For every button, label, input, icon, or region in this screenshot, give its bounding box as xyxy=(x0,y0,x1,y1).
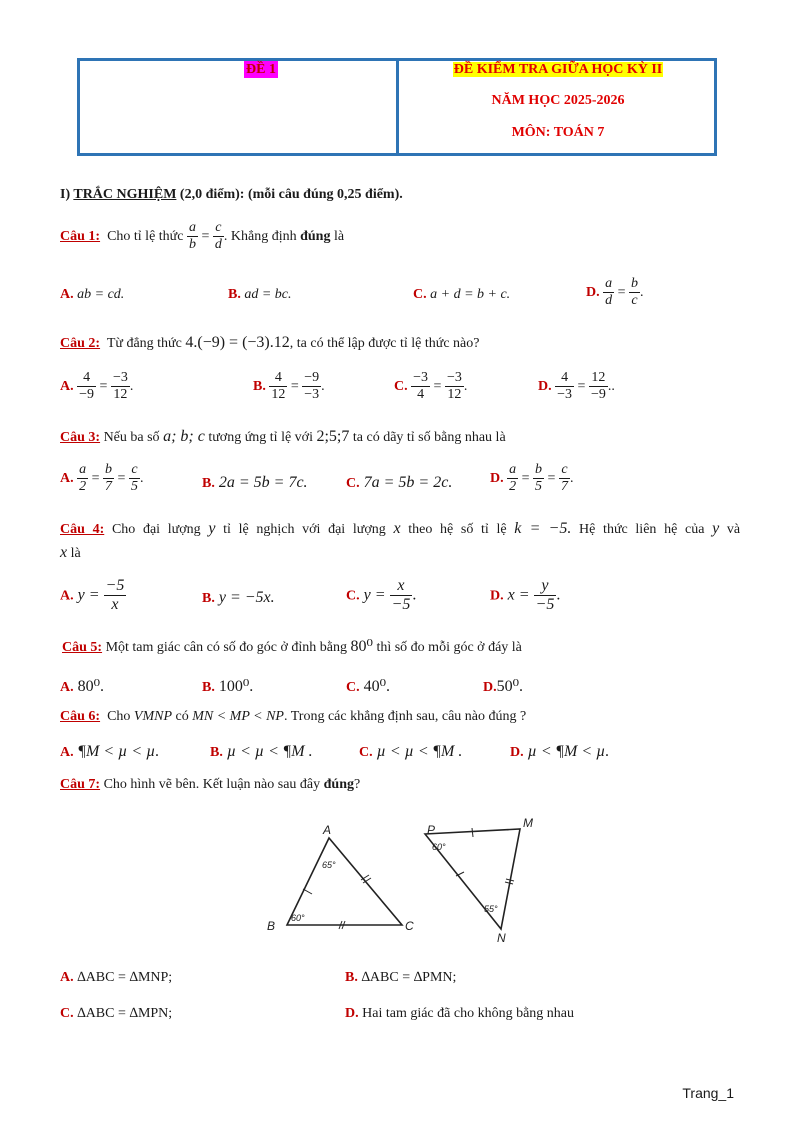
option-D[interactable] xyxy=(510,743,609,761)
option-A[interactable] xyxy=(60,287,124,303)
denominator: −3 xyxy=(304,387,320,403)
denominator: d xyxy=(605,293,613,309)
option-A[interactable] xyxy=(60,676,104,696)
question-text: tỉ lệ nghịch với đại lượng xyxy=(223,522,386,537)
variable-x: x xyxy=(60,544,68,561)
option-key: D. xyxy=(483,680,497,695)
numerator: y xyxy=(534,577,557,596)
fraction xyxy=(390,577,413,615)
option-D[interactable] xyxy=(345,1006,574,1022)
angle-value: 80⁰ xyxy=(350,638,373,655)
school-year: NĂM HỌC 2025-2026 xyxy=(491,93,625,108)
option-value: ∆ABC = ∆MNP; xyxy=(77,970,173,985)
option-key: B. xyxy=(202,591,215,606)
denominator: −9 xyxy=(79,387,95,403)
fraction xyxy=(411,370,430,403)
denominator: 12 xyxy=(447,387,462,403)
option-A[interactable]: A. $\frac{4}{-9}$ = $\frac{-3}{12}$ . xyxy=(60,370,134,403)
question-text: . Khẳng định xyxy=(223,228,297,244)
denominator: 4 xyxy=(417,387,425,403)
variable-y: y xyxy=(712,520,720,537)
question-text: Nếu ba số xyxy=(103,430,160,445)
question-2 xyxy=(60,334,479,352)
option-key: A. xyxy=(60,680,74,695)
question-text: Cho đại lượng xyxy=(111,522,201,537)
variable-y: y xyxy=(208,520,216,537)
variables: a; b; c xyxy=(163,428,205,445)
ratio: 2;5;7 xyxy=(316,428,350,445)
option-key: A. xyxy=(60,745,74,760)
option-B[interactable] xyxy=(210,743,313,761)
angle-a-label: 65° xyxy=(322,860,336,870)
fraction xyxy=(445,370,464,403)
fraction xyxy=(533,462,544,495)
denominator: −5 xyxy=(391,596,411,614)
question-label: Câu 7: xyxy=(60,777,101,792)
option-value: µ < µ < ¶M . xyxy=(376,743,463,760)
exam-title: ĐỀ KIỂM TRA GIỮA HỌC KỲ II xyxy=(453,62,663,77)
option-key: B. xyxy=(228,287,241,302)
numerator: −5 xyxy=(104,577,127,596)
fraction xyxy=(589,370,608,403)
numerator: 4 xyxy=(555,370,574,387)
option-D[interactable] xyxy=(483,676,523,696)
numerator: c xyxy=(213,220,224,237)
fraction xyxy=(213,220,224,253)
option-key: B. xyxy=(253,378,266,394)
exam-title-wrap xyxy=(399,61,717,78)
question-4-line2 xyxy=(60,544,81,562)
fraction xyxy=(507,462,518,495)
option-B[interactable] xyxy=(228,287,292,303)
vertex-a-label: A xyxy=(323,823,332,837)
equation: 4.(−9) = (−3).12 xyxy=(185,334,290,351)
question-text: là xyxy=(333,228,345,244)
option-key: C. xyxy=(60,1006,74,1021)
option-value: y = −5x. xyxy=(218,589,275,606)
option-key: B. xyxy=(210,745,223,760)
fraction xyxy=(103,462,114,495)
option-value: µ < ¶M < µ. xyxy=(527,743,610,760)
option-key: A. xyxy=(60,470,74,486)
option-value: ad = bc. xyxy=(244,287,292,302)
option-key: D. xyxy=(490,588,504,604)
option-value: 50⁰. xyxy=(496,678,524,695)
fraction xyxy=(534,577,557,615)
question-text: , ta có thể lập được tỉ lệ thức nào? xyxy=(289,336,480,351)
denominator: 2 xyxy=(79,479,87,495)
option-A[interactable] xyxy=(60,970,172,986)
vertex-c-label: C xyxy=(405,919,414,933)
angle-n-label: 55° xyxy=(484,904,498,914)
question-text: ? xyxy=(353,777,361,792)
numerator: −9 xyxy=(302,370,321,387)
fraction xyxy=(269,370,287,403)
option-B[interactable] xyxy=(202,474,308,492)
denominator: d xyxy=(214,237,222,253)
question-text: là xyxy=(70,546,81,561)
denominator: b xyxy=(188,237,196,253)
option-lhs: y = xyxy=(77,586,100,604)
option-key: B. xyxy=(202,476,215,491)
vertex-p-label: P xyxy=(427,823,436,837)
fraction xyxy=(111,370,130,403)
option-key: C. xyxy=(346,588,360,604)
option-key: C. xyxy=(413,287,427,302)
question-label: Câu 3: xyxy=(60,430,101,445)
numerator: −3 xyxy=(111,370,130,387)
denominator: −3 xyxy=(557,387,573,403)
option-value: 7a = 5b = 2c. xyxy=(363,474,453,491)
denominator: 5 xyxy=(535,479,543,495)
question-label: Câu 5: xyxy=(62,640,103,655)
inequality: MN < MP < NP xyxy=(192,709,284,724)
option-key: C. xyxy=(359,745,373,760)
numerator: c xyxy=(129,462,140,479)
question-text: Từ đẳng thức xyxy=(106,336,182,351)
question-text: tương ứng tỉ lệ với xyxy=(208,430,313,445)
page-number: Trang_1 xyxy=(682,1085,734,1101)
option-C[interactable] xyxy=(413,287,510,303)
option-key: D. xyxy=(345,1006,359,1021)
option-D[interactable]: D. $\frac{a}{2}$ = $\frac{b}{5}$ = $\frac{c}{7}$ . xyxy=(490,462,574,495)
option-key: A. xyxy=(60,970,74,985)
option-D[interactable]: D. $\frac{a}{d}$ = $\frac{b}{c}$ . xyxy=(586,276,644,309)
option-value: µ < µ < ¶M . xyxy=(226,743,313,760)
numerator: −3 xyxy=(411,370,430,387)
numerator: 4 xyxy=(269,370,287,387)
question-label: Câu 1: xyxy=(60,228,101,244)
fraction xyxy=(629,276,640,309)
section-heading xyxy=(60,187,403,203)
numerator: a xyxy=(603,276,614,293)
numerator: a xyxy=(507,462,518,479)
option-B[interactable]: B. $\frac{4}{12}$ = $\frac{-9}{-3}$ . xyxy=(253,370,325,403)
question-text: Hệ thức liên hệ của xyxy=(579,522,705,537)
section-prefix: I) xyxy=(60,187,74,202)
fraction xyxy=(302,370,321,403)
question-text: thì số đo mỗi góc ở đáy là xyxy=(376,640,522,655)
denominator: 12 xyxy=(113,387,128,403)
fraction xyxy=(187,220,198,253)
numerator: a xyxy=(77,462,88,479)
triangle-abc xyxy=(287,838,402,925)
question-text: theo hệ số tỉ lệ xyxy=(408,522,507,537)
fraction xyxy=(77,370,96,403)
question-6 xyxy=(60,709,526,725)
fraction xyxy=(77,462,88,495)
option-key: A. xyxy=(60,588,74,604)
vertex-b-label: B xyxy=(267,919,276,933)
option-lhs: x = xyxy=(507,586,530,604)
option-key: D. xyxy=(586,284,600,300)
option-C[interactable] xyxy=(359,743,462,761)
option-C[interactable]: C. $\frac{-3}{4}$ = $\frac{-3}{12}$ . xyxy=(394,370,468,403)
option-value: Hai tam giác đã cho không bằng nhau xyxy=(362,1006,575,1021)
question-label: Câu 6: xyxy=(60,709,101,724)
option-D[interactable]: D. x = $\frac{y}{-5}$ . xyxy=(490,577,561,614)
option-D[interactable]: D. $\frac{4}{-3}$ = $\frac{12}{-9}$ .. xyxy=(538,370,615,403)
question-text: Cho xyxy=(107,709,131,724)
section-title: TRẮC NGHIỆM xyxy=(73,187,177,202)
option-A[interactable]: A. $\frac{a}{2}$ = $\frac{b}{7}$ = $\frac{c}{5}$ . xyxy=(60,462,144,495)
emphasis: đúng xyxy=(323,777,354,792)
numerator: 4 xyxy=(77,370,96,387)
option-value: ∆ABC = ∆PMN; xyxy=(361,970,457,985)
option-key: A. xyxy=(60,378,74,394)
variable-x: x xyxy=(393,520,401,537)
subject: MÔN: TOÁN 7 xyxy=(511,125,605,140)
question-text: và xyxy=(726,522,741,537)
question-text: Cho tỉ lệ thức xyxy=(107,228,184,244)
denominator: 7 xyxy=(560,479,568,495)
fraction xyxy=(129,462,140,495)
option-value: ab = cd. xyxy=(77,287,125,302)
option-value: 100⁰. xyxy=(218,678,254,695)
exam-code: ĐỀ 1 xyxy=(246,62,276,77)
option-C[interactable]: C. y = $\frac{x}{-5}$ . xyxy=(346,577,417,614)
option-key: B. xyxy=(202,680,215,695)
option-value: ¶M < µ < µ. xyxy=(77,743,160,760)
denominator: c xyxy=(631,293,638,309)
numerator: 12 xyxy=(589,370,608,387)
question-text: Cho hình vẽ bên. Kết luận nào sau đây xyxy=(103,777,321,792)
fraction xyxy=(559,462,570,495)
option-value: a + d = b + c. xyxy=(430,287,511,302)
option-C[interactable] xyxy=(346,676,390,696)
triangle-figure xyxy=(255,812,545,947)
option-A[interactable] xyxy=(60,743,159,761)
denominator: 5 xyxy=(130,479,138,495)
question-text: có xyxy=(175,709,189,724)
question-text: ta có dãy tỉ số bằng nhau là xyxy=(352,430,506,445)
denominator: −9 xyxy=(590,387,606,403)
option-value: 40⁰. xyxy=(363,678,391,695)
coefficient: k = −5. xyxy=(514,520,572,537)
question-5 xyxy=(62,636,522,656)
question-7 xyxy=(60,777,360,793)
option-value: 80⁰. xyxy=(77,678,105,695)
option-A[interactable] xyxy=(60,577,126,615)
question-1: Câu 1: Cho tỉ lệ thức $\frac{a}{b}$ = $\frac{c}{d}$ . Khẳng định đúng là xyxy=(60,220,345,253)
section-rest: (2,0 điểm): (mỗi câu đúng 0,25 điểm). xyxy=(176,187,403,202)
option-key: C. xyxy=(394,378,408,394)
numerator: b xyxy=(629,276,640,293)
option-key: A. xyxy=(60,287,74,302)
option-key: D. xyxy=(538,378,552,394)
option-B[interactable] xyxy=(202,676,253,696)
fraction xyxy=(555,370,574,403)
numerator: b xyxy=(103,462,114,479)
question-text: Một tam giác cân có số đo góc ở đỉnh bằng xyxy=(105,640,348,655)
option-value: ∆ABC = ∆MPN; xyxy=(77,1006,173,1021)
option-key: D. xyxy=(510,745,524,760)
option-lhs: y = xyxy=(363,586,386,604)
fraction xyxy=(603,276,614,309)
numerator: −3 xyxy=(445,370,464,387)
angle-b-label: 60° xyxy=(291,913,305,923)
denominator: 2 xyxy=(509,479,517,495)
numerator: x xyxy=(390,577,413,596)
denominator: 12 xyxy=(271,387,286,403)
emphasis: đúng xyxy=(300,228,331,244)
option-key: C. xyxy=(346,680,360,695)
question-label: Câu 2: xyxy=(60,336,101,351)
angle-p-label: 60° xyxy=(432,842,446,852)
denominator: 7 xyxy=(105,479,113,495)
question-4 xyxy=(60,520,740,538)
option-key: D. xyxy=(490,470,504,486)
question-text: . Trong các khẳng định sau, câu nào đúng ? xyxy=(283,709,527,724)
option-value: 2a = 5b = 7c. xyxy=(218,474,308,491)
numerator: a xyxy=(187,220,198,237)
question-label: Câu 4: xyxy=(60,522,105,537)
option-B[interactable] xyxy=(202,589,275,607)
option-key: B. xyxy=(345,970,358,985)
option-key: C. xyxy=(346,476,360,491)
option-B[interactable] xyxy=(345,970,456,986)
denominator: −5 xyxy=(535,596,555,614)
fraction xyxy=(104,577,127,615)
option-C[interactable] xyxy=(346,474,452,492)
question-3 xyxy=(60,428,506,446)
vertex-m-label: M xyxy=(523,816,533,830)
triangle-symbol: VMNP xyxy=(133,709,173,724)
numerator: c xyxy=(559,462,570,479)
numerator: b xyxy=(533,462,544,479)
option-C[interactable] xyxy=(60,1006,172,1022)
vertex-n-label: N xyxy=(497,931,506,945)
denominator: x xyxy=(111,596,119,614)
